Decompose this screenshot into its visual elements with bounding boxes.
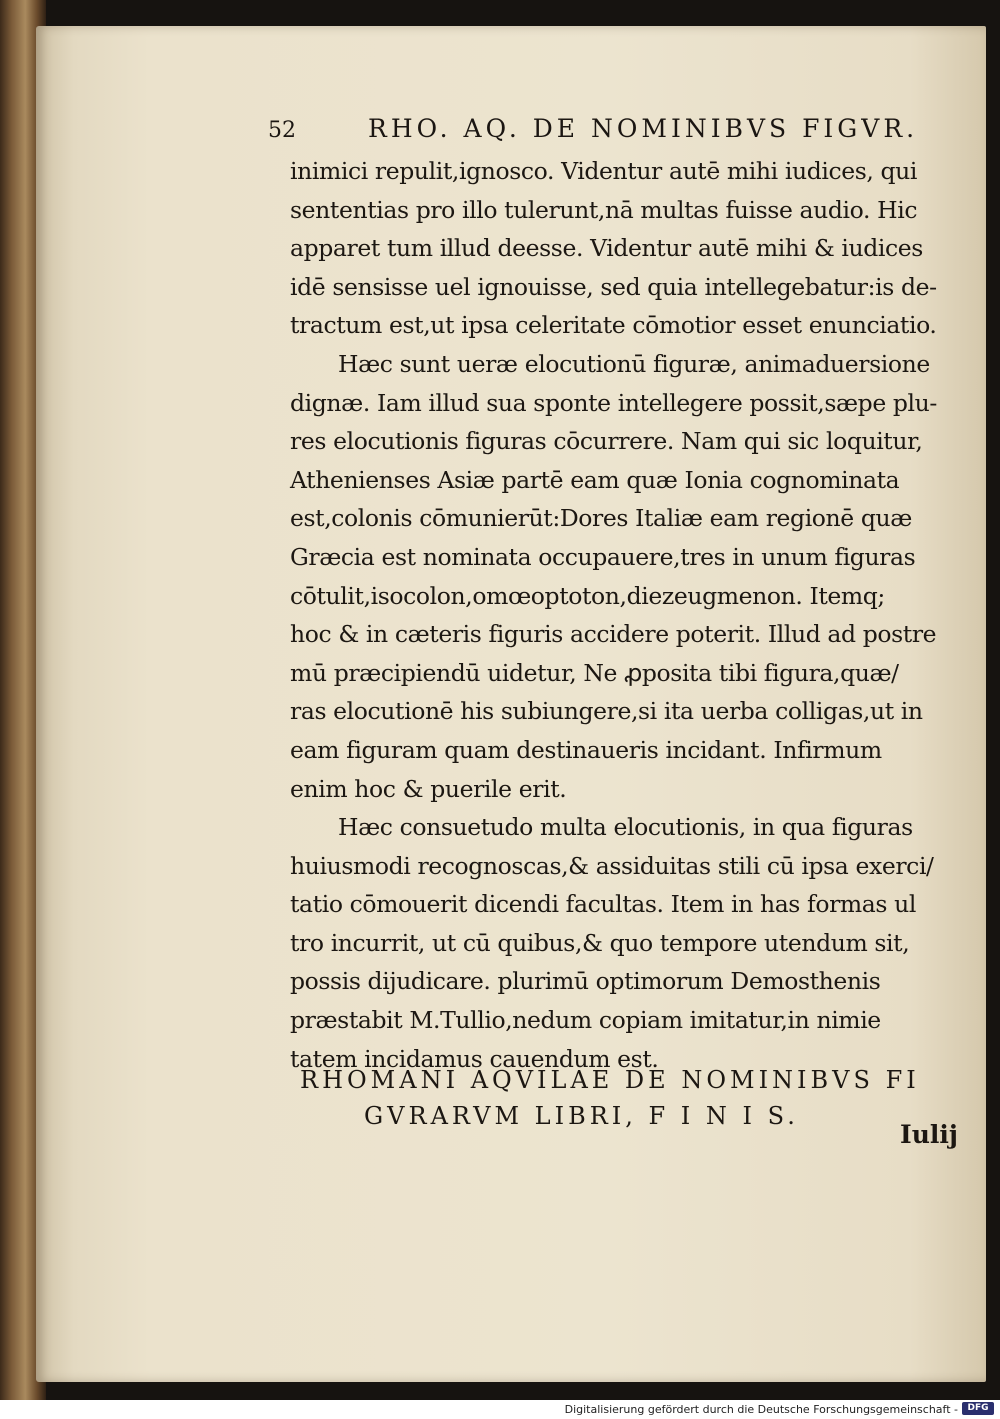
text-line: Athenienses Asiæ partē eam quæ Ionia cognominata (290, 465, 900, 494)
body-text (290, 152, 970, 1078)
text-line: sententias pro illo tulerunt,nā multas fuisse audio. Hic (290, 195, 918, 224)
text-line: res elocutionis figuras cōcurrere. Nam qui sic loquitur, (290, 427, 923, 456)
text-line: tractum est,ut ipsa celeritate cōmotior esset enunciatio. (290, 311, 937, 340)
text-line: enim hoc & puerile erit. (290, 774, 567, 803)
text-line: idē sensisse uel ignouisse, sed quia intellegebatur:is de- (290, 272, 937, 301)
text-line: præstabit M.Tullio,nedum copiam imitatur,in nimie (290, 1006, 881, 1035)
text-line: ras elocutionē his subiungere,si ita uerba colligas,ut in (290, 697, 923, 726)
funding-credit: Digitalisierung gefördert durch die Deutsche Forschungsgemeinschaft - (564, 1403, 958, 1416)
page-header (268, 112, 948, 152)
text-line: eam figuram quam destinaueris incidant. Infirmum (290, 735, 882, 764)
text-line: apparet tum illud deesse. Videntur autē mihi & iudices (290, 234, 923, 263)
colophon-line-1: RHOMANI AQVILAE DE NOMINIBVS FI (300, 1066, 920, 1094)
text-line: Hæc sunt ueræ elocutionū figuræ, animaduersione (338, 349, 930, 378)
dfg-logo: DFG (962, 1402, 994, 1415)
text-line: Hæc consuetudo multa elocutionis, in qua figuras (338, 813, 913, 842)
folio-number: 52 (268, 118, 296, 143)
text-line: huiusmodi recognoscas,& assiduitas stili cū ipsa exerci/ (290, 851, 934, 880)
text-line: tatio cōmouerit dicendi facultas. Item in has formas ul (290, 890, 916, 919)
colophon (300, 1062, 980, 1134)
text-line: est,colonis cōmunierūt:Dores Italiæ eam regionē quæ (290, 504, 912, 533)
text-line: inimici repulit,ignosco. Videntur autē mihi iudices, qui (290, 157, 918, 185)
running-head: RHO. AQ. DE NOMINIBVS FIGVR. (368, 114, 919, 143)
text-line: mū præcipiendū uidetur, Ne ꝓposita tibi figura,quæ/ (290, 658, 899, 687)
colophon-line-2: GVRARVM LIBRI, F I N I S. (364, 1102, 799, 1130)
text-line: hoc & in cæteris figuris accidere poterit. Illud ad postre (290, 620, 937, 649)
catchword: Iulij (900, 1120, 958, 1149)
text-line: dignæ. Iam illud sua sponte intellegere possit,sæpe plu- (290, 388, 937, 417)
text-line: Græcia est nominata occupauere,tres in unum figuras (290, 542, 916, 571)
text-line: tatem incidamus cauendum est. (290, 1044, 659, 1073)
text-line: tro incurrit, ut cū quibus,& quo tempore utendum sit, (290, 928, 910, 957)
text-line: cōtulit,isocolon,omœoptoton,diezeugmenon. Itemq; (290, 581, 885, 610)
text-line: possis dijudicare. plurimū optimorum Demosthenis (290, 967, 881, 996)
